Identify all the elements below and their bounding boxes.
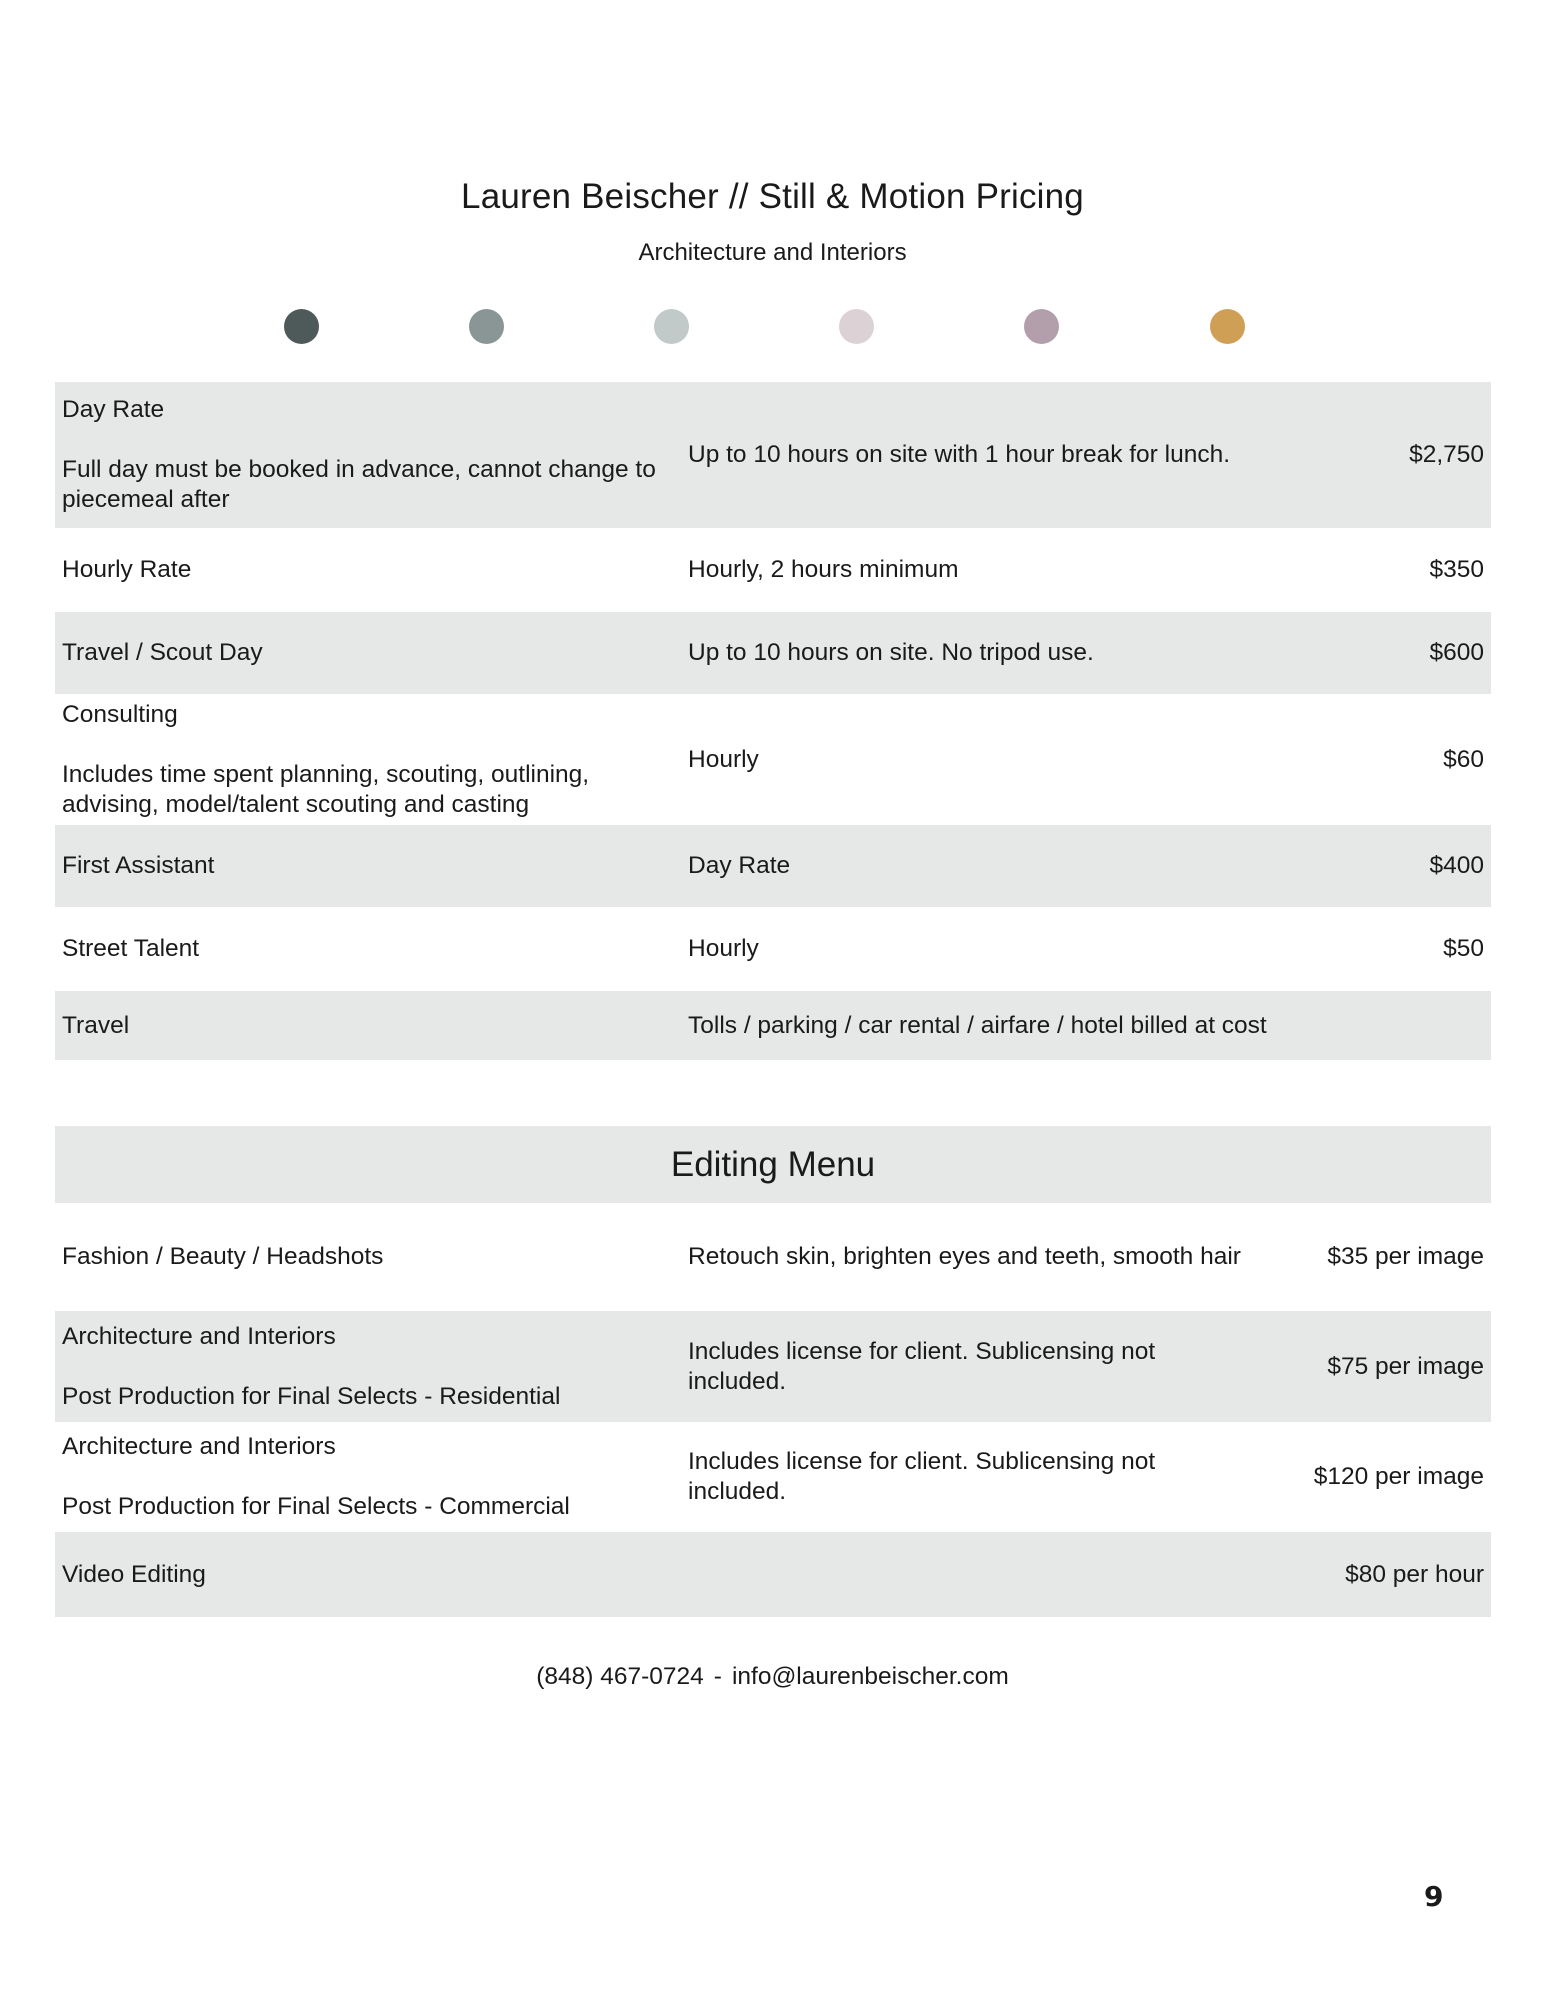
row-price: $400 bbox=[1429, 852, 1484, 879]
row-price: $600 bbox=[1429, 639, 1484, 666]
color-swatch-1 bbox=[284, 309, 319, 344]
color-swatch-5 bbox=[1024, 309, 1059, 344]
editing-menu-heading: Editing Menu bbox=[55, 1126, 1491, 1203]
row-note: Post Production for Final Selects - Residential bbox=[62, 1382, 561, 1410]
row-note: Full day must be booked in advance, cannot change to piecemeal after bbox=[62, 456, 656, 513]
row-price: $350 bbox=[1429, 556, 1484, 583]
row-price: $120 per image bbox=[1313, 1463, 1484, 1490]
table-row bbox=[55, 907, 1491, 991]
page-subtitle: Architecture and Interiors bbox=[638, 239, 907, 266]
row-price: $80 per hour bbox=[1345, 1560, 1484, 1588]
table-row bbox=[55, 825, 1491, 907]
row-description: Retouch skin, brighten eyes and teeth, smooth hair bbox=[688, 1243, 1241, 1270]
row-price: $35 per image bbox=[1327, 1243, 1484, 1270]
row-description: Hourly bbox=[688, 745, 759, 773]
page-number: 9 bbox=[1424, 1880, 1444, 1913]
row-note: Includes time spent planning, scouting, outlining, advising, model/talent scouting and casting bbox=[62, 760, 590, 818]
email-link[interactable]: info@laurenbeischer.com bbox=[731, 1663, 1009, 1690]
row-description: Hourly bbox=[688, 935, 759, 962]
row-description: Hourly, 2 hours minimum bbox=[688, 556, 959, 583]
contact-footer bbox=[0, 1662, 1545, 1692]
row-name: Hourly Rate bbox=[62, 556, 192, 583]
table-row bbox=[55, 1422, 1491, 1532]
row-price: $60 bbox=[1443, 745, 1484, 773]
table-row bbox=[55, 1311, 1491, 1422]
color-swatch-2 bbox=[469, 309, 504, 344]
row-description: Up to 10 hours on site. No tripod use. bbox=[688, 639, 1094, 666]
row-note: Post Production for Final Selects - Commercial bbox=[62, 1493, 570, 1520]
footer-separator: - bbox=[713, 1663, 722, 1690]
color-palette bbox=[0, 309, 1545, 345]
row-price: $75 per image bbox=[1327, 1352, 1484, 1380]
row-price: $50 bbox=[1443, 935, 1484, 962]
table-row bbox=[55, 1532, 1491, 1617]
table-row bbox=[55, 1203, 1491, 1311]
table-row bbox=[55, 528, 1491, 612]
row-description: Day Rate bbox=[688, 852, 791, 879]
color-swatch-6 bbox=[1210, 309, 1245, 344]
row-description: Includes license for client. Sublicensing not included. bbox=[688, 1337, 1156, 1395]
table-row bbox=[55, 382, 1491, 528]
row-description: Tolls / parking / car rental / airfare / hotel billed at cost bbox=[688, 1011, 1267, 1039]
row-name: Fashion / Beauty / Headshots bbox=[62, 1243, 384, 1270]
row-description: Up to 10 hours on site with 1 hour break for lunch. bbox=[688, 441, 1231, 468]
table-row bbox=[55, 991, 1491, 1060]
table-row bbox=[55, 694, 1491, 825]
table-row bbox=[55, 612, 1491, 694]
row-name: Street Talent bbox=[62, 935, 200, 962]
row-name: Travel bbox=[62, 1011, 130, 1039]
page-title: Lauren Beischer // Still & Motion Pricing bbox=[461, 177, 1084, 216]
color-swatch-4 bbox=[839, 309, 874, 344]
row-name: Architecture and Interiors bbox=[62, 1322, 336, 1350]
row-name: First Assistant bbox=[62, 852, 215, 879]
phone-number[interactable]: (848) 467-0724 bbox=[536, 1663, 704, 1690]
row-price: $2,750 bbox=[1409, 441, 1484, 468]
row-name: Consulting bbox=[62, 700, 178, 728]
color-swatch-3 bbox=[654, 309, 689, 344]
row-name: Video Editing bbox=[62, 1560, 206, 1588]
row-description: Includes license for client. Sublicensing not included. bbox=[688, 1448, 1156, 1505]
row-name: Day Rate bbox=[62, 396, 165, 423]
row-name: Architecture and Interiors bbox=[62, 1433, 336, 1460]
row-name: Travel / Scout Day bbox=[62, 639, 263, 666]
